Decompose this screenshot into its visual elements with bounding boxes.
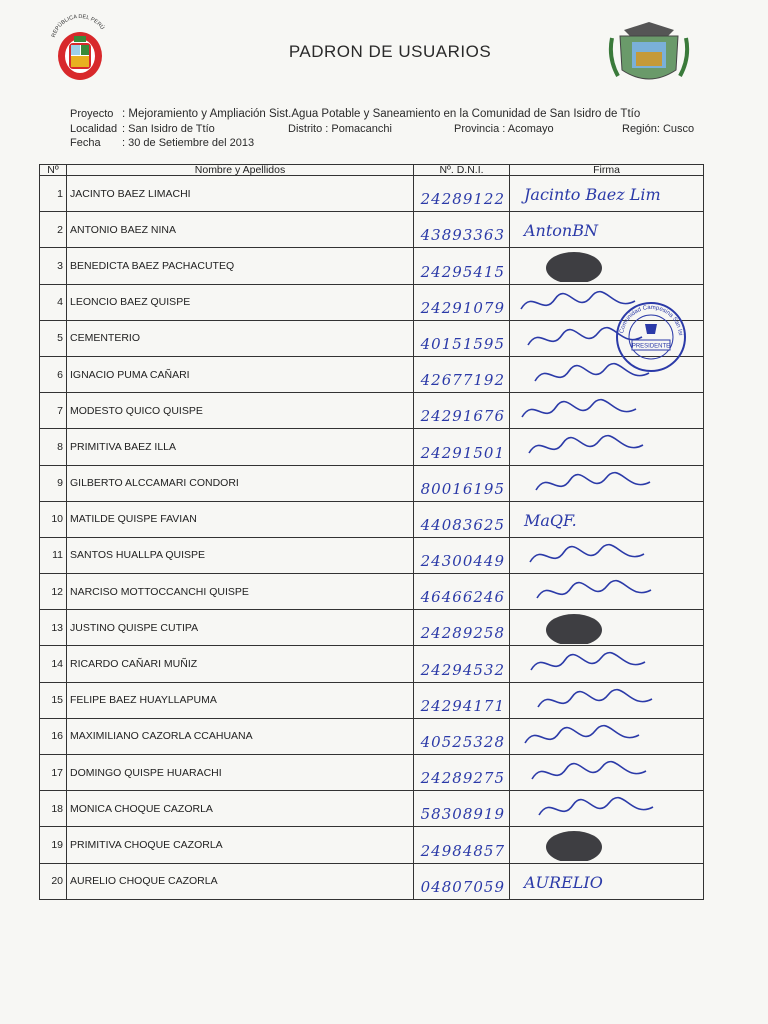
handwritten-dni: 24984857 [420,841,505,860]
row-number: 1 [40,176,67,212]
table-header-row [40,165,704,176]
distrito-value: Distrito : Pomacanchi [288,123,392,135]
handwritten-dni: 46466246 [420,588,505,607]
header-num: Nº [40,165,67,176]
fecha-label: Fecha [70,137,101,149]
user-name: MODESTO QUICO QUISPE [67,393,414,429]
header-firma: Firma [510,165,704,176]
localidad-value: : San Isidro de Ttío [122,123,215,135]
user-name: ANTONIO BAEZ NINA [67,212,414,248]
dni-cell [414,393,510,429]
table-row [40,248,704,284]
signature-cell [510,465,704,501]
handwritten-dni: 44083625 [420,515,505,534]
handwritten-dni: 04807059 [420,877,505,896]
stamp-inner-text: PRESIDENTE [631,343,671,350]
handwritten-signature [514,576,700,608]
dni-cell [414,284,510,320]
row-number: 15 [40,682,67,718]
signature-text: Jacinto Baez Lim [524,185,661,204]
table-row [40,574,704,610]
handwritten-signature [514,395,700,427]
handwritten-dni: 58308919 [420,805,505,824]
row-number: 9 [40,465,67,501]
dni-cell [414,537,510,573]
table-row [40,212,704,248]
proyecto-value: : Mejoramiento y Ampliación Sist.Agua Potable y Saneamiento en la Comunidad de San Isidro de Ttío [122,108,641,120]
dni-cell [414,356,510,392]
signature-text: AntonBN [524,221,598,241]
signature-cell [510,863,704,899]
user-name: AURELIO CHOQUE CAZORLA [67,863,414,899]
dni-cell [414,682,510,718]
signature-cell [510,827,704,863]
dni-cell [414,827,510,863]
table-row [40,465,704,501]
signature-cell [510,429,704,465]
row-number: 13 [40,610,67,646]
page-title: PADRON DE USUARIOS [288,42,492,61]
dni-cell [414,212,510,248]
signature-cell [510,718,704,754]
user-name: MONICA CHOQUE CAZORLA [67,791,414,827]
table-row [40,393,704,429]
user-name: JACINTO BAEZ LIMACHI [67,176,414,212]
dni-cell [414,755,510,791]
proyecto-label: Proyecto [70,108,114,120]
dni-cell [414,176,510,212]
dni-cell [414,791,510,827]
signature-cell [510,537,704,573]
table-row [40,863,704,899]
fingerprint-mark [514,250,700,282]
dni-cell [414,610,510,646]
handwritten-signature [514,866,700,898]
signature-cell [510,610,704,646]
user-name: DOMINGO QUISPE HUARACHI [67,755,414,791]
handwritten-signature [514,757,700,789]
signature-cell [510,682,704,718]
handwritten-dni: 40525328 [420,733,505,751]
seal-text: REPÚBLICA DEL PERÚ [50,14,106,39]
handwritten-dni: 42677192 [420,371,505,390]
handwritten-dni: 43893363 [420,226,505,245]
handwritten-signature [514,685,700,717]
row-number: 4 [40,284,67,320]
user-name: NARCISO MOTTOCCANCHI QUISPE [67,574,414,610]
row-number: 7 [40,393,67,429]
table-row [40,284,704,320]
signature-cell [510,791,704,827]
signature-cell [510,393,704,429]
row-number: 2 [40,212,67,248]
user-name: MATILDE QUISPE FAVIAN [67,501,414,537]
signature-cell [510,176,704,212]
handwritten-signature [514,214,700,246]
table-row [40,682,704,718]
handwritten-dni: 24289258 [420,624,505,643]
user-name: GILBERTO ALCCAMARI CONDORI [67,465,414,501]
fingerprint-mark [514,612,700,644]
user-name: RICARDO CAÑARI MUÑIZ [67,646,414,682]
row-number: 18 [40,791,67,827]
user-name: MAXIMILIANO CAZORLA CCAHUANA [67,718,414,754]
dni-cell [414,718,510,754]
provincia-value: Provincia : Acomayo [454,123,554,135]
table-row [40,718,704,754]
user-name: IGNACIO PUMA CAÑARI [67,356,414,392]
signature-text: AURELIO [524,872,603,892]
handwritten-dni: 24294171 [420,696,505,715]
signature-cell [510,248,704,284]
localidad-label: Localidad [70,123,118,135]
handwritten-dni: 24294532 [420,660,505,679]
table-row [40,646,704,682]
dni-cell [414,863,510,899]
handwritten-signature [514,648,700,680]
dni-cell [414,501,510,537]
dni-cell [414,574,510,610]
handwritten-dni: 24291501 [420,443,505,462]
user-name: LEONCIO BAEZ QUISPE [67,284,414,320]
handwritten-dni: 40151595 [420,334,505,353]
handwritten-dni: 24291079 [420,298,505,317]
handwritten-signature [514,540,700,572]
handwritten-dni: 24289122 [420,190,505,209]
row-number: 10 [40,501,67,537]
row-number: 5 [40,320,67,356]
header-name: Nombre y Apellidos [67,165,414,176]
handwritten-signature [514,793,700,825]
dni-cell [414,320,510,356]
handwritten-dni: 24289275 [420,769,505,788]
signature-cell [510,501,704,537]
user-name: CEMENTERIO [67,320,414,356]
stamp-ring-text: Comunidad Campesina San Isi [619,304,683,336]
row-number: 8 [40,429,67,465]
table-row [40,501,704,537]
table-row [40,320,704,356]
signature-cell [510,574,704,610]
table-row [40,176,704,212]
peru-coat-of-arms-emblem [44,14,116,86]
user-name: PRIMITIVA BAEZ ILLA [67,429,414,465]
users-register-table [39,164,704,900]
table-row [40,827,704,863]
dni-cell [414,465,510,501]
table-row [40,610,704,646]
handwritten-dni: 24300449 [420,552,505,571]
row-number: 3 [40,248,67,284]
table-row [40,429,704,465]
table-row [40,755,704,791]
handwritten-dni: 80016195 [420,479,505,498]
row-number: 11 [40,537,67,573]
table-row [40,791,704,827]
row-number: 12 [40,574,67,610]
signature-cell [510,212,704,248]
regional-shield-emblem [606,18,692,88]
dni-cell [414,646,510,682]
row-number: 14 [40,646,67,682]
table-row [40,537,704,573]
user-name: FELIPE BAEZ HUAYLLAPUMA [67,682,414,718]
row-number: 6 [40,356,67,392]
row-number: 17 [40,755,67,791]
user-name: SANTOS HUALLPA QUISPE [67,537,414,573]
handwritten-dni: 24291676 [420,407,505,426]
row-number: 20 [40,863,67,899]
row-number: 16 [40,718,67,754]
handwritten-signature [514,431,700,463]
fingerprint-mark [514,829,700,861]
dni-cell [414,248,510,284]
signature-cell [510,755,704,791]
handwritten-signature [514,504,700,536]
signature-cell [510,646,704,682]
header-dni: Nº. D.N.I. [414,165,510,176]
community-president-stamp [614,300,688,374]
table-row [40,356,704,392]
handwritten-signature [514,468,700,500]
handwritten-signature [514,178,700,210]
fecha-value: : 30 de Setiembre del 2013 [122,137,255,149]
user-name: PRIMITIVA CHOQUE CAZORLA [67,827,414,863]
handwritten-signature [514,721,700,753]
region-value: Región: Cusco [622,123,695,135]
user-name: JUSTINO QUISPE CUTIPA [67,610,414,646]
signature-text: MaQF. [524,510,577,530]
row-number: 19 [40,827,67,863]
user-name: BENEDICTA BAEZ PACHACUTEQ [67,248,414,284]
dni-cell [414,429,510,465]
handwritten-dni: 24295415 [420,262,505,281]
